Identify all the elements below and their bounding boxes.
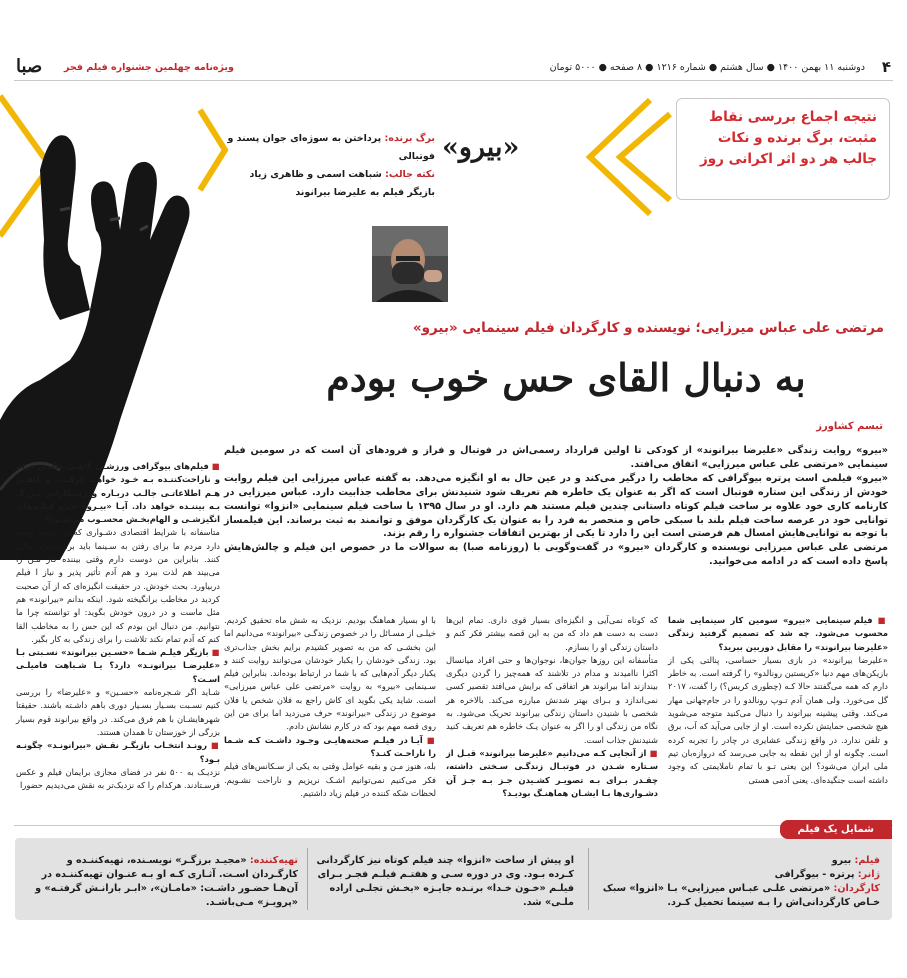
interview-answer: متاسفانه با شرایط اقتصادی دشـواری که در جامعه وجود دارد مردم ما برای رفتن به سـینما باید برنامه‌ریزی مالی کنند. بنابراین من دوست دارم وقتی بیننده کار مـن را می‌بیند هم لذت ببرد و هم آدم تأثیر پذیر و نیاز ا فیلم دربیاورد. بحث خودش. در حقیقت انگیزه‌ای که از آن صحبت کردید در مخاطب برانگیخته شود. اینکه بدانم «بیرانوند» هم مثل ماست و در درون خودش بگوید: او توانسته چرا ما نتوانیم. من دنبال این بودم که این حس را به مخاطب القا کنم که آدم تمام نکند تلاشت را برای زندگی به کار بگیر. — [16, 527, 220, 644]
snapshot-col-producer — [28, 854, 298, 910]
article-subtitle: مرتضی علی عباس میرزایی؛ نویسنده و کارگردان فیلم سینمایی «بیرو» — [412, 320, 884, 336]
lead-paragraph: «بیرو» فیلمی است پرتره بیوگرافی که مخاطب را درگیر می‌کند و در عین حال به او انگیزه می‌دهد. به گفته عباس میرزایی این فیلم روایت خودش از زندگی این ستاره فوتبال است که اگر به عنوان یک خاطره هم تعریف شود شنیدنش برای مخاطب جذابیت دارد. عباس میرزایی در کارنامه کاری خود علاوه بر ساخت فیلم کوتاه داستانی چندین فیلم مستند هم دارد. او در سال ۱۳۹۵ با ساخت فیلم سینمایی «انزوا» توانست توانایی خود در عرصه ساخت فیلم بلند با سبکی خاص و منحصر به فرد را به عنوان یک کارگردان موفق و توانمند به ثبت برساند. این فیلمساز با توجه به توانایی‌هایش امسال هم فرصتی است این را دارد تا یکی از بهترین اتفاقات جشنواره را رقم بزند. — [224, 472, 889, 540]
interview-question: ■ رونـد انتخـاب بازیگـر نقـش «بیرانونـد» چگونـه بـود؟ — [16, 739, 220, 766]
page-header — [0, 0, 907, 84]
interview-question: ■ فیلم‌های بیوگرافی ورزشـی گاهـی جالبـی درام و ناراحت‌کننـده بـه خـود خواهـد گرفـت، و گاهـی هـم اطلاعاتـی جالـب دربـاره ورزشـکارانی بـزرگ بـه بیننـده خواهد داد. آیـا «بیـرو» جـزو فیلـم‌های انگیزشـی و الهام‌بخـش محسـوب می‌شـود؟ — [16, 460, 220, 526]
genre-label: ژانر: — [857, 869, 880, 880]
snapshot-col-background: او پیش از ساخت «انزوا» چند فیلم کوتاه نیز کارگردانی کـرده بـود. وی در دوره سـی و هفتـم فیلـم فجـر بـرای فیلـم «خـون خـدا» برنـده جایـزه «بخـش تجلـی اراده ملـی» شد. — [316, 855, 574, 908]
producer-value: «مجیـد برزگـر» نویسـنده، تهیه‌کننـده و کارگـردان اسـت. آثـاری کـه او بـه عنـوان تهیه‌کننـده در آن‌هـا حضـور داشـت: «مامـان»، «ابـر بارانـش گرفتـه» و «پرویـز» مـی‌باشـد. — [35, 855, 298, 908]
director-portrait — [372, 226, 448, 302]
lead-paragraph: «بیرو» روایت زندگی «علیرضا بیرانوند» از کودکی تا اولین قرارداد رسمی‌اش در فوتبال و فراز و فرودهای آن است که در سومین فیلم سینمایی «مرتضی علی عباس میرزایی» اتفاق می‌افتد. — [224, 445, 888, 470]
snapshot-tab: شمایل یک فیلم — [780, 820, 892, 839]
film-notes — [225, 130, 435, 202]
director-value: «مرتضی علـی عبـاس میرزایی» بـا «انزوا» سبک خـاص کارگردانی‌اش را بـه سینما تحمیل کـرد. — [602, 883, 880, 908]
winning-label: برگ برنده: — [384, 133, 435, 144]
interview-answer: که کوتاه نمی‌آیی و انگیزه‌ای بسیار قوی داری. تمام این‌ها دست به دست هم داد که من به این قصه بیشتر فکر کنم و داستان زندگی او را بسازم. — [446, 615, 658, 652]
note-label: نکته جالب: — [385, 169, 435, 180]
page-number: ۴ — [881, 58, 891, 76]
interview-question: ■ از آنجایی کـه می‌دانیم «علیرضا بیرانوند» قبـل از سـتاره شـدن در فوتبـال زندگـی سـختی داشته، چقـدر بـرای بـه تصویـر کشـیدن جـز بـه جـز آن دشـواری‌ها بـا ایشـان هماهنـگ بودیـد؟ — [446, 747, 658, 800]
interview-answer: «علیرضا بیرانوند» در بازی بسیار حساسی، پنالتی یکی از بازیکن‌های مهم دنیا «کریستین رونالدو» را گرفته است. به خاطر دارم که همه می‌گفتند حالا کـه (چطوری کریس؟) را گفت، ۲۰۱۷ گل می‌خورد. ولی همان آدم تـوپ رونالدو را در جام‌جهانی مهار می‌کند. وقتی پیشینه بیرانوند را دنبال می‌کنید متوجه می‌شوید هیچ شخصی حمایتش نکرده است. او از جایی می‌آید که آب، برق و تلفن ندارد. در واقع زندگی عشایری در چادر را تجربه کرده است. چگونه او از این نقطه به جایی می‌رسد که دروازه‌بان تیم ملی ایران می‌شود؟ این یعنی تـو با تمام ناملایمتی که وجود داشته است جنگیده‌ای. یعنی آدمی هستی — [668, 654, 888, 785]
film-snapshot-box — [15, 838, 892, 920]
director-label: کارگردان: — [833, 883, 880, 894]
yellow-chevron-right — [560, 92, 680, 222]
genre-value: پرتره - بیوگرافی — [774, 869, 855, 880]
interview-answer: متأسفانه این روزها جوان‌ها، نوجوان‌ها و حتی افراد میانسال اکثرا ناامیدند و مدام در تلاشند که همه‌چیز را گردن دیگری بیندازند اما بیرانوند هر اتفاقی که برایش می‌افتد تقصیر کسی نمی‌اندازد و بـرای بهتر شدنش مبارزه می‌کند. بالاخره هر شخصی با شنیدن داستان زندگی بیرانوند تحریک می‌شود. به نگاه من زندگی او را اگر به عنوان یـک خاطره هم تعریف کنید شنیدنش جذاب است. — [446, 654, 658, 745]
article-column-3 — [224, 614, 436, 800]
interview-answer: بله، هنوز مـن و بقیه عوامل وقتی به یکی از سـکانس‌های فیلم فکر می‌کنیم نمی‌توانیم اشـک نریزیم و ناراحت نشـویم. لحظات شکه کننده در فیلم زیاد داشتیم. — [224, 761, 436, 798]
bottom-divider — [14, 825, 893, 826]
highlight-box — [676, 98, 890, 200]
snapshot-separator — [307, 848, 308, 910]
issue-info: دوشنبه ۱۱ بهمن ۱۴۰۰ ● سال هشتم ● شماره ۱۲۱۶ ● ۸ صفحه ● ۵۰۰۰ تومان — [549, 62, 865, 73]
interview-question: ■ بازیگر فیلـم شـما «حسـین بیرانوند» نسـبتی بـا «علیرضـا بیرانونـد» دارد؟ یـا شـباهت فامیلـی اسـت؟ — [16, 646, 220, 686]
newspaper-logo: صبا — [16, 56, 43, 77]
interview-question: ■ فیلم سینمایی «بیرو» سومین کار سینمایی شما محسوب می‌شود. چه شد که تصمیم گرفتید زندگی «علیرضا بیرانوند» را مقابل دوربین ببرید؟ — [668, 614, 888, 654]
article-column-2 — [446, 614, 658, 800]
film-title: «بیرو» — [442, 132, 520, 163]
interview-answer: با او بسیار هماهنگ بودیم. نزدیک به شش ماه تحقیق کردیم. خیلـی از مسـائل را در خصوص زندگـی «بیرانوند» می‌دانیم اما این بخشـی که من به تصویر کشیدم برایم بخش جذاب‌تری بود. زندگی خودشان را یکبار خودشان می‌توانند روایت کنند و یکبار دیگر آدم‌هایی که با شما در ارتباط بوده‌اند. بنابراین فیلم سـینمایی «بیرو» به روایت «مرتضی علی عباس میرزایی» است. شاید یکی بگوید ای کاش راجع به فلان شخص یا فلان موضوع در زندگی «بیرانوند» حرف می‌زدید اما برای من این روی قصه مهم بود که در کارم نشانش دادم. — [224, 615, 436, 732]
lead-paragraph: مرتضی علی عباس میرزایی نویسنده و کارگردان «بیرو» در گفت‌وگویی با (روزنامه صبا) به سوالات ما در خصوص این فیلم و چالش‌هایش پاسخ داده است که در ادامه می‌خوانید. — [224, 542, 888, 568]
producer-label: تهیه‌کننده: — [249, 855, 298, 866]
special-edition-label: ویژه‌نامه چهلمین جشنواره فیلم فجر — [64, 62, 234, 73]
snapshot-separator — [588, 848, 589, 910]
interview-answer: شـاید اگر شـجره‌نامه «حسـین» و «علیرضا» را بررسی کنیم نسـبت بسـیار بسـیار دوری باهم داشـته باشند. حقیقتا شهرهایشـان با هم فرق می‌کند. در واقع بیرانوند قوم بسیار بزرگی از خوزستان تا همدان هستند. — [16, 687, 220, 737]
article-lead — [224, 444, 888, 569]
article-title: به دنبال القای حس خوب بودم — [326, 355, 806, 400]
film-label: فیلم: — [854, 855, 880, 866]
article-author: تبسم کشاورز — [816, 421, 883, 432]
article-column-left — [16, 460, 220, 792]
interview-answer: نزدیـک به ۵۰۰ نفر در فضای مجازی برایمان فیلم و عکس فرسـتادند. هرکدام را که نزدیک‌تر به نقش می‌دیدیم حضورا — [16, 766, 221, 791]
article-column-1 — [668, 614, 888, 787]
film-name: بیرو — [831, 855, 852, 866]
snapshot-col-info — [590, 854, 880, 910]
highlight-text: نتیجه اجماع بررسی نقاط مثبت، برگ برنده و نکات جالب هر دو اثر اکرانی روز — [700, 109, 877, 167]
note-text: شباهت اسمی و ظاهری زیاد بازیگر فیلم به علیرضا بیرانوند — [249, 169, 435, 198]
interview-question: ■ آیـا در فیلـم صحنه‌هایـی وجـود داشـت کـه شـما را ناراحـت کنـد؟ — [224, 734, 436, 761]
header-divider — [14, 80, 893, 81]
winning-text: پرداختن به سوژه‌ای جوان پسند و فوتبالی — [227, 133, 435, 162]
